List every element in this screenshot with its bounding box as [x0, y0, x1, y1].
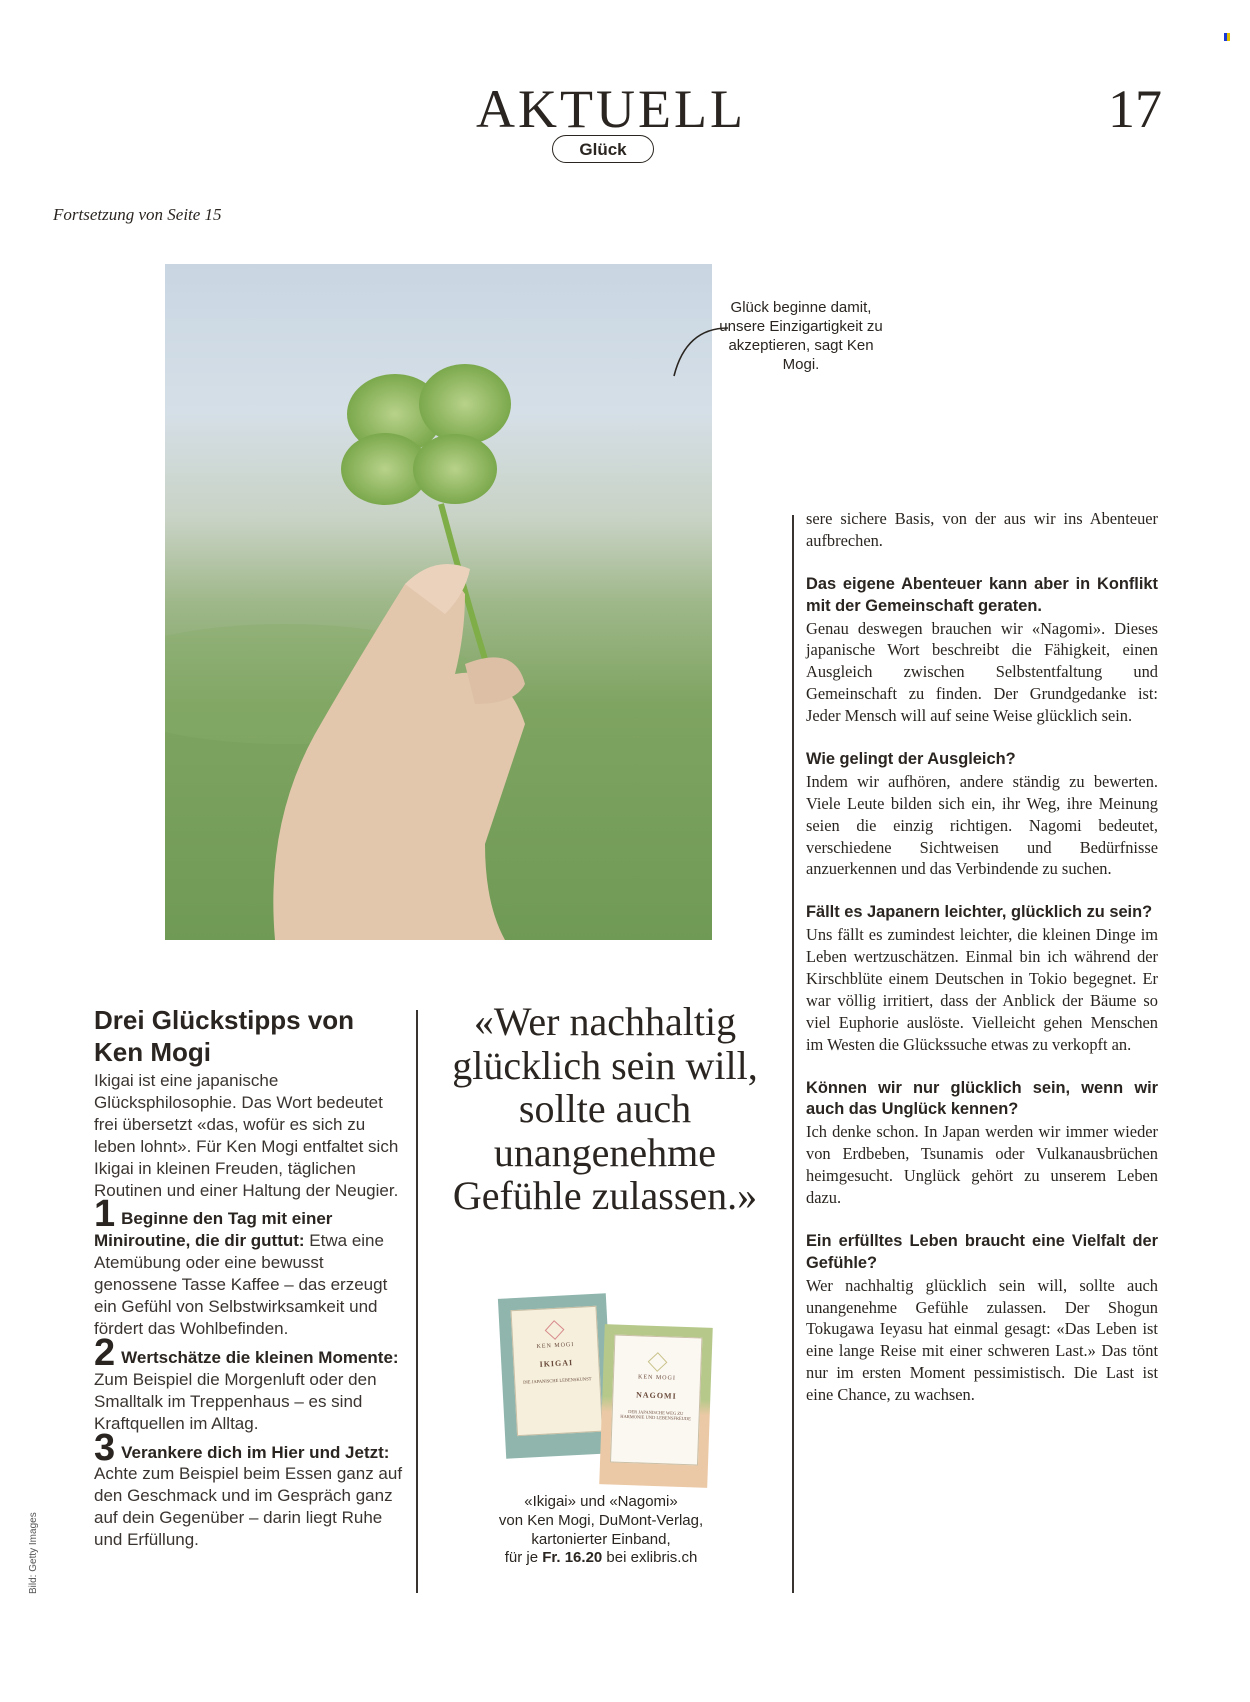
interview-answer: Uns fällt es zumindest leichter, die kleinen Dinge im Leben wertzuschätzen. Einmal bin ich während der Kirschblüte einem Deutschen in Tokio begegnet. Er war völlig irritiert, dass der Anblick der Bäume so viel Euphorie auslöste. Vielleicht gehen Menschen im Westen die Glückssuche etwas zu verkopft an.	[806, 925, 1158, 1054]
caption-line: kartonierter Einband,	[531, 1530, 671, 1548]
tip-number: 3	[94, 1426, 116, 1469]
interview-answer: sere sichere Basis, von der aus wir ins Abenteuer aufbrechen.	[806, 509, 1158, 550]
interview-answer: Genau deswegen brauchen wir «Nagomi». Dieses japanische Wort beschreibt die Fähigkeit, einen Ausgleich zwischen Selbstentfaltung und Gemeinschaft zu finden. Der Grundgedanke ist: Jeder Mensch will auf seine Weise glücklich sein.	[806, 618, 1158, 726]
flower-icon	[545, 1320, 565, 1340]
interview-question: Das eigene Abenteuer kann aber in Konflikt mit der Gemeinschaft geraten.	[806, 574, 1158, 615]
book-author: KEN MOGI	[637, 1374, 676, 1382]
tip-item	[94, 1193, 404, 1339]
tip-text: Achte zum Beispiel beim Essen ganz auf den Geschmack und im Gespräch ganz auf dein Gegenüber – darin liegt Ruhe und Erfüllung.	[94, 1464, 403, 1550]
interview-question: Wie gelingt der Ausgleich?	[806, 749, 1016, 768]
caption-line: «Ikigai» und «Nagomi»	[524, 1493, 678, 1510]
column-divider	[416, 1010, 418, 1593]
page-number: 17	[1108, 79, 1162, 139]
interview-answer: Wer nachhaltig glücklich sein will, sollte auch unangenehme Gefühle zulassen. Der Shogun Tokugawa Ieyasu hat einmal gesagt: «Das Leben ist eine lange Reise mit einer schweren Last.» Das tönt nur im ersten Moment pessimistisch. Die Last ist eine Chance, zu wachsen.	[806, 1275, 1158, 1405]
clover-photo	[165, 264, 712, 940]
tips-box	[94, 1004, 404, 1551]
book-covers	[500, 1286, 715, 1491]
photo-credit: Bild: Getty Images	[28, 1512, 39, 1594]
interview-question: Können wir nur glücklich sein, wenn wir auch das Unglück kennen?	[806, 1078, 1158, 1119]
tip-item	[94, 1426, 404, 1552]
topic-badge: Glück	[552, 135, 654, 163]
caption-text: für je	[504, 1549, 543, 1567]
book-title: NAGOMI	[635, 1390, 677, 1401]
tip-lead: Wertschätze die kleinen Momente:	[121, 1347, 399, 1367]
caption-text: bei exlibris.ch	[602, 1549, 698, 1567]
book-cover-ikigai	[498, 1293, 614, 1458]
tip-text: Etwa eine Atemübung oder eine bewusst genossene Tasse Kaffee – das erzeugt ein Gefühl von Selbstwirksamkeit und fördert das Wohlbefinden.	[94, 1231, 388, 1338]
flower-icon	[648, 1352, 668, 1372]
tip-lead: Beginne den Tag mit einer Miniroutine, die dir guttut:	[94, 1209, 333, 1251]
section-title: AKTUELL	[476, 79, 746, 139]
book-cover-nagomi	[599, 1324, 713, 1488]
book-author: KEN MOGI	[536, 1342, 575, 1350]
tip-number: 1	[94, 1193, 116, 1236]
tip-item	[94, 1331, 404, 1435]
book-price: Fr. 16.20	[542, 1549, 603, 1567]
caption-line	[460, 1549, 742, 1568]
interview-question: Ein erfülltes Leben braucht eine Vielfalt der Gefühle?	[806, 1231, 1158, 1272]
hand-holding-clover-image	[165, 264, 712, 940]
tips-intro: Ikigai ist eine japanische Glücksphilosophie. Das Wort bedeutet frei übersetzt «das, wofür es sich zu leben lohnt». Für Ken Mogi entfaltet sich Ikigai in kleinen Freuden, täglichen Routinen und einer Haltung der Neugier.	[94, 1071, 399, 1200]
caption-line: von Ken Mogi, DuMont-Verlag,	[498, 1511, 704, 1529]
book-subtitle: DIE JAPANISCHE LEBENSKUNST	[522, 1376, 592, 1385]
interview-answer: Indem wir aufhören, andere ständig zu bewerten. Viele Leute bilden sich ein, ihr Weg, ihre Meinung seien die einzig richtigen. Nagomi bedeutet, verschiedene Sichtweisen und Bedürfnisse anzuerkennen und das Verbindende zu suchen.	[806, 771, 1158, 879]
pull-quote: «Wer nachhaltig glücklich sein will, sollte auch unangenehme Gefühle zulassen.»	[452, 999, 758, 1219]
book-subtitle: DER JAPANISCHE WEG ZU HARMONIE UND LEBENSFREUDE	[620, 1409, 692, 1422]
column-divider	[792, 515, 794, 1593]
photo-caption: Glück beginne damit, unsere Einzigartigkeit zu akzeptieren, sagt Ken Mogi.	[719, 299, 883, 373]
book-title: IKIGAI	[539, 1358, 574, 1369]
interview-answer: Ich denke schon. In Japan werden wir immer wieder von Erdbeben, Tsunamis oder Vulkanausbrüchen heimgesucht. Unglück gehört zu unserem Leben dazu.	[806, 1122, 1158, 1208]
continuation-note: Fortsetzung von Seite 15	[53, 205, 222, 224]
interview-column	[806, 508, 1158, 1406]
tips-title: Drei Glückstipps von Ken Mogi	[94, 1005, 355, 1067]
tip-text: Zum Beispiel die Morgenluft oder den Smalltalk im Treppenhaus – es sind Kraftquellen im Alltag.	[94, 1369, 377, 1433]
print-color-mark	[1224, 33, 1230, 41]
tip-number: 2	[94, 1331, 116, 1374]
book-caption	[460, 1493, 742, 1568]
tip-lead: Verankere dich im Hier und Jetzt:	[121, 1442, 390, 1462]
interview-question: Fällt es Japanern leichter, glücklich zu sein?	[806, 903, 1153, 922]
